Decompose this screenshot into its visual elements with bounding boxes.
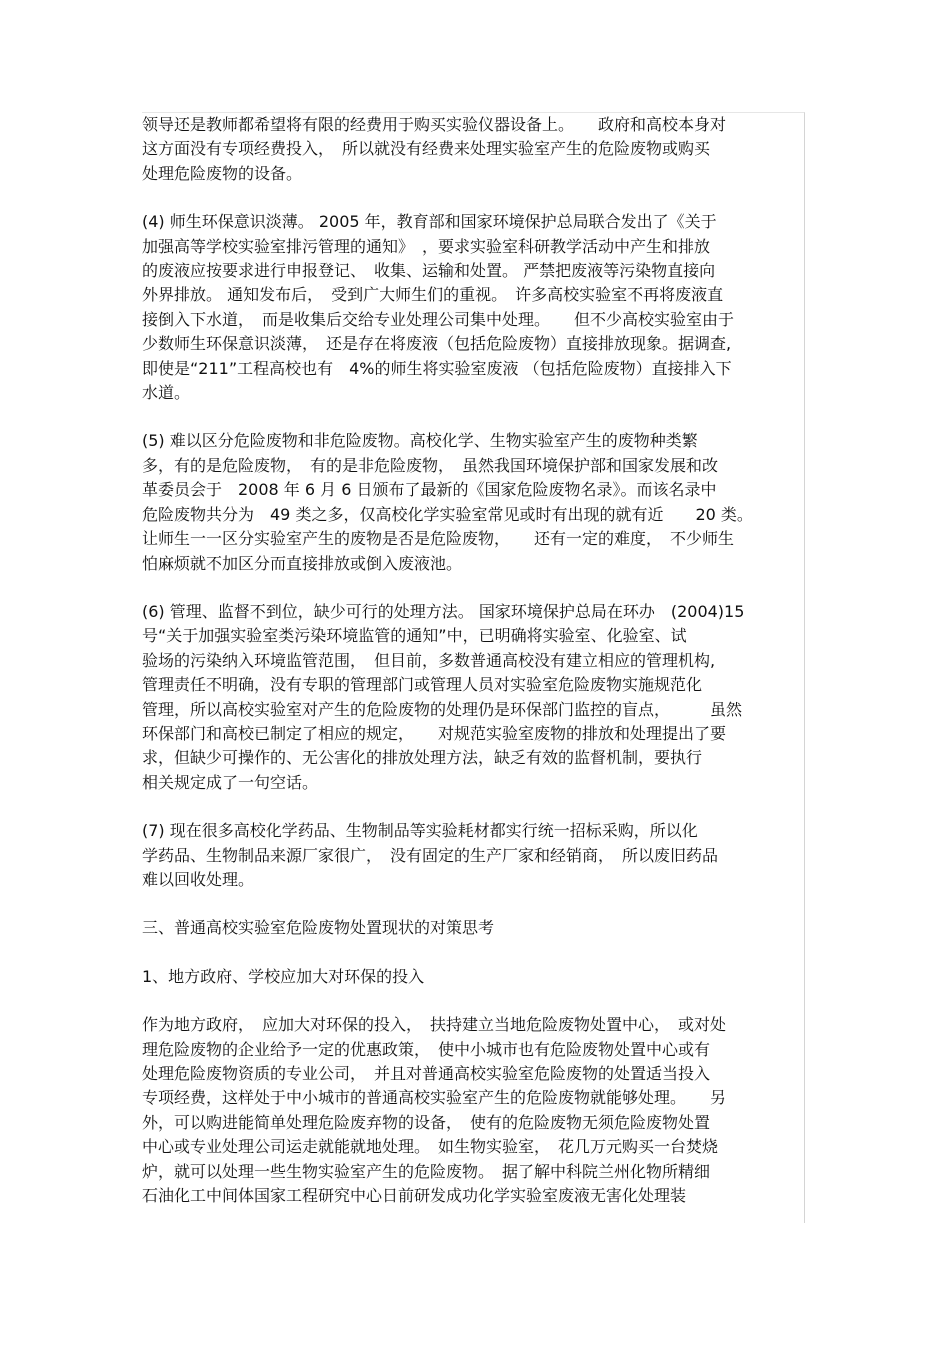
text-line: 少数师生环保意识淡薄， 还是存在将废液（包括危险废物）直接排放现象。据调查, [142, 334, 732, 354]
text-line: 外，可以购进能简单处理危险废弃物的设备， 使有的危险废物无须危险废物处置 [142, 1112, 711, 1132]
text-line: 怕麻烦就不加区分而直接排放或倒入废液池。 [142, 553, 463, 573]
subsection-heading [142, 965, 804, 989]
text-line: 危险废物共分为 49 类之多，仅高校化学实验室常见或时有出现的就有近 20 类。 [142, 504, 753, 524]
paragraph-government [142, 1013, 804, 1208]
text-line: 炉，就可以处理一些生物实验室产生的危险废物。 据了解中科院兰州化物所精细 [142, 1161, 711, 1181]
text-line: 作为地方政府， 应加大对环保的投入， 扶持建立当地危险废物处置中心， 或对处 [142, 1015, 727, 1035]
document-page [142, 112, 805, 1223]
subsection-heading-text: 1、地方政府、学校应加大对环保的投入 [142, 966, 425, 986]
paragraph-gap [142, 795, 804, 819]
paragraph-gap [142, 989, 804, 1013]
paragraph-gap [142, 941, 804, 965]
text-line: 多，有的是危险废物， 有的是非危险废物， 虽然我国环境保护部和国家发展和改 [142, 455, 719, 475]
section-heading-text: 三、普通高校实验室危险废物处置现状的对策思考 [142, 918, 495, 938]
text-line: 即使是“211”工程高校也有 4%的师生将实验室废液 （包括危险废物）直接排入下 [142, 358, 732, 378]
section-heading [142, 916, 804, 940]
paragraph-item-5 [142, 429, 804, 575]
text-line: (7) 现在很多高校化学药品、生物制品等实验耗材都实行统一招标采购，所以化 [142, 821, 698, 841]
paragraph-item-7 [142, 819, 804, 892]
text-line: 管理责任不明确，没有专职的管理部门或管理人员对实验室危险废物实施规范化 [142, 675, 703, 695]
paragraph-item-4 [142, 210, 804, 405]
paragraph-funding [142, 113, 804, 186]
text-line: 的废液应按要求进行申报登记、 收集、运输和处置。 严禁把废液等污染物直接向 [142, 261, 716, 281]
text-line: 让师生一一区分实验室产生的废物是否是危险废物， 还有一定的难度， 不少师生 [142, 529, 735, 549]
text-line: 号“关于加强实验室类污染环境监管的通知”中，已明确将实验室、化验室、试 [142, 626, 687, 646]
text-line: 革委员会于 2008 年 6 月 6 日颁布了最新的《国家危险废物名录》。而该名录中 [142, 480, 717, 500]
paragraph-gap [142, 576, 804, 600]
text-line: 石油化工中间体国家工程研究中心日前研发成功化学实验室废液无害化处理装 [142, 1186, 687, 1206]
text-line: (4) 师生环保意识淡薄。 2005 年，教育部和国家环境保护总局联合发出了《关于 [142, 212, 717, 232]
text-line: 水道。 [142, 383, 191, 403]
text-line: 处理危险废物资质的专业公司， 并且对普通高校实验室危险废物的处置适当投入 [142, 1064, 711, 1083]
text-line: 处理危险废物的设备。 [142, 163, 303, 183]
text-line: 管理，所以高校实验室对产生的危险废物的处理仍是环保部门监控的盲点， 虽然 [142, 699, 743, 719]
text-line: 领导还是教师都希望将有限的经费用于购买实验仪器设备上。 政府和高校本身对 [142, 115, 727, 134]
text-line: 这方面没有专项经费投入， 所以就没有经费来处理实验室产生的危险废物或购买 [142, 139, 711, 159]
text-line: 接倒入下水道， 而是收集后交给专业处理公司集中处理。 但不少高校实验室由于 [142, 309, 735, 329]
text-line: 外界排放。 通知发布后， 受到广大师生们的重视。 许多高校实验室不再将废液直 [142, 285, 724, 305]
text-line: 中心或专业处理公司运走就能就地处理。 如生物实验室， 花几万元购买一台焚烧 [142, 1137, 719, 1157]
text-line: 学药品、生物制品来源厂家很广， 没有固定的生产厂家和经销商， 所以废旧药品 [142, 845, 719, 865]
paragraph-gap [142, 892, 804, 916]
text-line: 相关规定成了一句空话。 [142, 772, 319, 792]
text-line: (6) 管理、监督不到位，缺少可行的处理方法。 国家环境保护总局在环办 (2004)15 [142, 601, 745, 621]
paragraph-gap [142, 186, 804, 210]
text-line: 加强高等学校实验室排污管理的通知》 ，要求实验室科研教学活动中产生和排放 [142, 236, 711, 256]
text-line: 求，但缺少可操作的、无公害化的排放处理方法，缺乏有效的监督机制，要执行 [142, 748, 703, 768]
text-line: 专项经费，这样处于中小城市的普通高校实验室产生的危险废物就能够处理。 另 [142, 1088, 727, 1108]
paragraph-gap [142, 405, 804, 429]
text-line: 验场的污染纳入环境监管范围， 但目前，多数普通高校没有建立相应的管理机构, [142, 650, 716, 670]
text-line: 难以回收处理。 [142, 869, 255, 889]
text-line: 理危险废物的企业给予一定的优惠政策， 使中小城市也有危险废物处置中心或有 [142, 1039, 711, 1059]
paragraph-item-6 [142, 600, 804, 795]
text-line: (5) 难以区分危险废物和非危险废物。高校化学、生物实验室产生的废物种类繁 [142, 431, 698, 451]
text-line: 环保部门和高校已制定了相应的规定， 对规范实验室废物的排放和处理提出了要 [142, 723, 727, 743]
